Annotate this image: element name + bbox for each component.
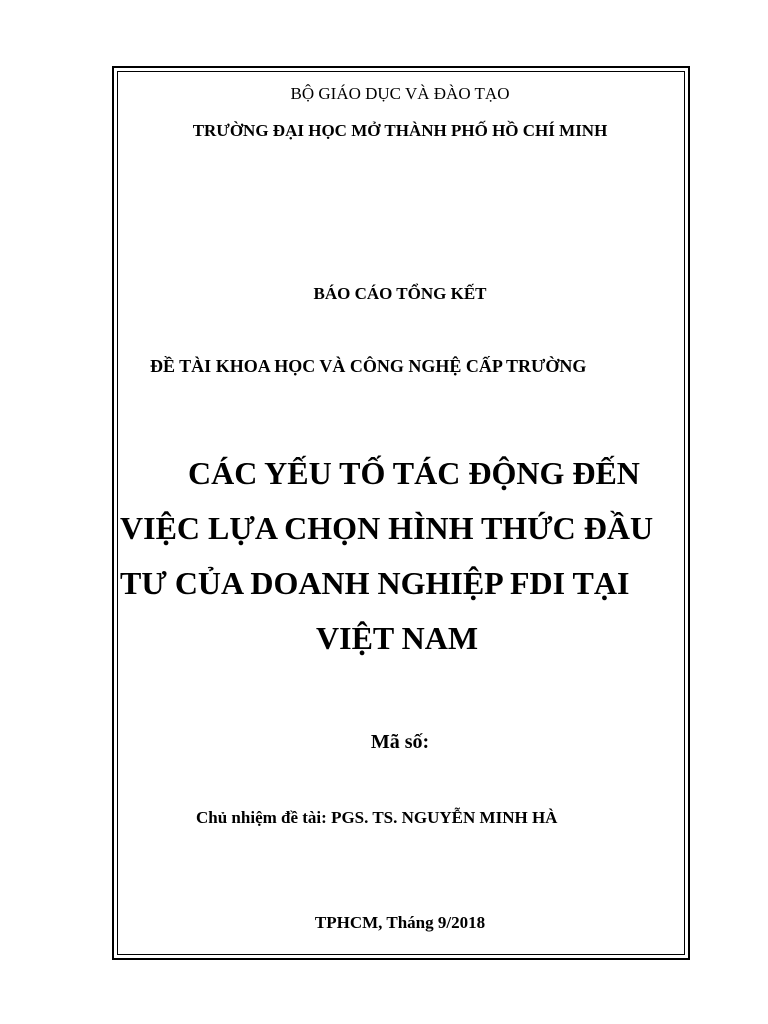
university-name: TRƯỜNG ĐẠI HỌC MỞ THÀNH PHỐ HỒ CHÍ MINH bbox=[192, 121, 608, 140]
title-line-4: VIỆT NAM bbox=[316, 620, 479, 656]
topic-type: ĐỀ TÀI KHOA HỌC VÀ CÔNG NGHỆ CẤP TRƯỜNG bbox=[150, 356, 587, 376]
title-line-3: TƯ CỦA DOANH NGHIỆP FDI TẠI bbox=[120, 565, 630, 601]
title-line-2: VIỆC LỰA CHỌN HÌNH THỨC ĐẦU bbox=[120, 510, 654, 546]
report-type: BÁO CÁO TỔNG KẾT bbox=[313, 284, 487, 303]
project-code-label: Mã số: bbox=[370, 731, 430, 753]
ministry-name: BỘ GIÁO DỤC VÀ ĐÀO TẠO bbox=[290, 84, 510, 103]
place-date: TPHCM, Tháng 9/2018 bbox=[314, 913, 486, 932]
project-leader: Chủ nhiệm đề tài: PGS. TS. NGUYỄN MINH HÀ bbox=[196, 808, 558, 827]
title-line-1: CÁC YẾU TỐ TÁC ĐỘNG ĐẾN bbox=[188, 455, 640, 491]
